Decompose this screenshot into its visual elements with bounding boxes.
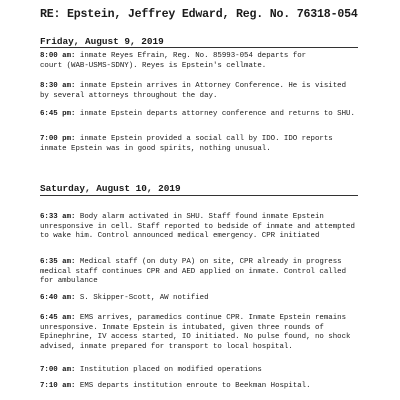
- log-entry: [40, 382, 358, 392]
- log-entry: [40, 82, 358, 101]
- entry-time: 6:40 am:: [40, 294, 76, 302]
- entry-time: 6:45 am:: [40, 314, 76, 322]
- log-entry: [40, 258, 358, 287]
- entry-text: inmate Reyes Efrain, Reg. No. 85993-054 departs for: [75, 52, 307, 60]
- entry-time: 8:00 am:: [40, 52, 76, 60]
- log-entry: [40, 213, 358, 242]
- entry-text: court (WAB-USMS-SDNY). Reyes is Epstein's cellmate.: [40, 61, 267, 70]
- day-heading-saturday: Saturday, August 10, 2019: [40, 183, 181, 194]
- entry-text: inmate Epstein departs attorney conference and returns to SHU.: [75, 110, 355, 118]
- entry-text: EMS departs institution enroute to Beekman Hospital.: [75, 382, 311, 390]
- entry-text: Medical staff (on duty PA) on site, CPR already in progress medical staff continues CPR and AED applied on inmate. Control called for ambulance: [40, 258, 347, 286]
- entry-time: 7:10 am:: [40, 382, 76, 390]
- entry-time: 7:00 pm:: [40, 135, 76, 143]
- log-entry: [40, 135, 358, 154]
- entry-text: S. Skipper-Scott, AW notified: [75, 294, 209, 302]
- entry-time: 6:45 pm:: [40, 110, 76, 118]
- day-heading-friday: Friday, August 9, 2019: [40, 36, 164, 47]
- log-entry: [40, 52, 358, 71]
- entry-time: 7:00 am:: [40, 366, 76, 374]
- section-divider: [40, 47, 358, 48]
- entry-text: Institution placed on modified operations: [75, 366, 262, 374]
- entry-text: inmate Epstein provided a social call by IDO. IDO reports inmate Epstein was in good spirits, nothing unusual.: [40, 135, 333, 153]
- log-entry: [40, 294, 358, 304]
- log-entry: [40, 366, 358, 376]
- entry-text: EMS arrives, paramedics continue CPR. Inmate Epstein remains unresponsive. Inmate Epstein is intubated, given three rounds of Epinephrine, IV access started, IO initiated. No pulse found, no shock advised, inmate prepared for transport to local hospital.: [40, 314, 351, 351]
- document-title: RE: Epstein, Jeffrey Edward, Reg. No. 76318-054: [40, 8, 358, 21]
- entry-time: 6:35 am:: [40, 258, 76, 266]
- section-divider: [40, 195, 358, 196]
- entry-text: Body alarm activated in SHU. Staff found inmate Epstein unresponsive in cell. Staff reported to bedside of inmate and attempted to wake him. Control announced medical emergency. CPR initiated: [40, 213, 355, 241]
- log-entry: [40, 110, 358, 120]
- entry-time: 6:33 am:: [40, 213, 76, 221]
- log-entry: [40, 314, 358, 352]
- entry-time: 8:30 am:: [40, 82, 76, 90]
- entry-text: inmate Epstein arrives in Attorney Conference. He is visited by several attorneys throughout the day.: [40, 82, 347, 100]
